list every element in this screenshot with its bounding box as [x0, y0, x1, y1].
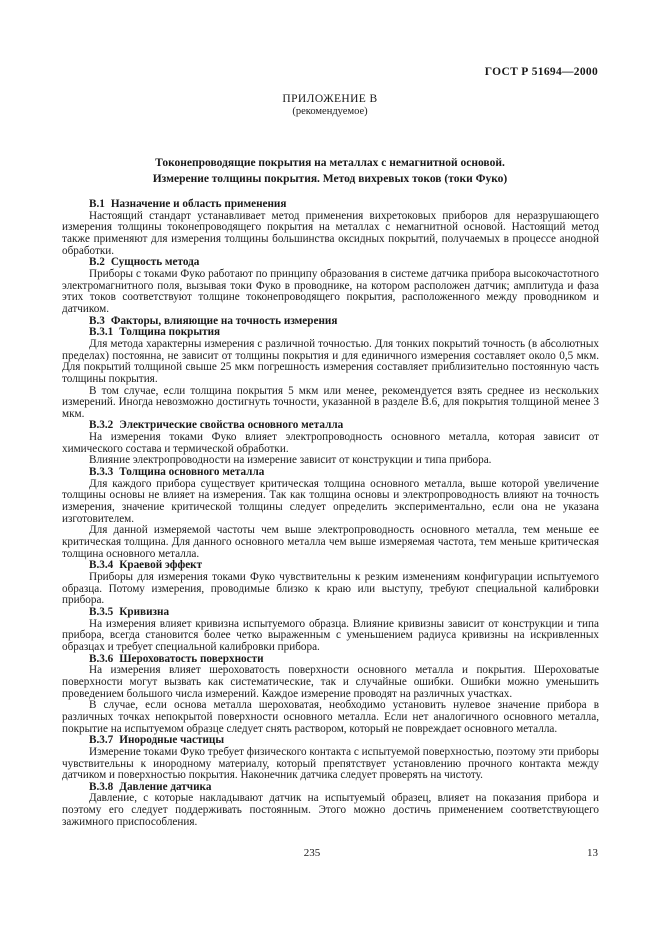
section-title: Толщина основного металла — [119, 466, 265, 479]
page-number: 13 — [587, 847, 598, 859]
document-title-line-1: Токонепроводящие покрытия на металлах с немагнитной основой. — [155, 157, 505, 169]
section-title: Инородные частицы — [119, 734, 225, 747]
paragraph: В том случае, если толщина покрытия 5 мкм или менее, рекомендуется взять среднее из нескольких измерений. Иногда невозможно достигнуть точности, указанной в разделе В.6, для покрытия толщиной менее 3 мкм. — [62, 384, 599, 420]
appendix-block — [62, 93, 598, 117]
paragraph: На измерения влияет кривизна испытуемого образца. Влияние кривизны зависит от конструкции и типа прибора, всегда становится более четко выраженным с уменьшением радиуса кривизны на искривленных образцах и требует специальной калибровки прибора. — [62, 617, 599, 653]
section-title: Краевой эффект — [119, 559, 203, 572]
section-heading — [62, 467, 599, 479]
document-title-line-2: Измерение толщины покрытия. Метод вихревых токов (токи Фуко) — [152, 172, 508, 185]
paragraph: Для каждого прибора существует критическая толщина основного металла, выше которой увеличение толщины основы не влияет на измерения. Так как толщина основы и электропроводность влияют на точность измерения, значение критической толщины следует определить экспериментально, если она не указана изготовителем. — [62, 477, 599, 525]
section-number: В.3 — [89, 314, 105, 327]
paragraph: Приборы с токами Фуко работают по принципу образования в системе датчика прибора высокочастотного электромагнитного поля, вызывая токи Фуко в проводнике, на котором расположен датчик; амплитуда и фаза этих токов соответствуют толщине токонепроводящего покрытия, расположенного между проводником и датчиком. — [62, 267, 599, 315]
section-number: В.3.5 — [89, 605, 114, 618]
document-body — [62, 199, 599, 828]
paragraph: Приборы для измерения токами Фуко чувствительны к резким изменениям конфигурации испытуемого образца. Потому измерения, проводимые близко к краю или выступу, требуют специальной калибровки прибора. — [62, 571, 599, 607]
paragraph: Влияние электропроводности на измерение зависит от конструкции и типа прибора. — [89, 454, 492, 467]
paragraph: В случае, если основа металла шероховатая, необходимо установить нулевое значение прибора в различных точках непокрытой поверхности основного металла. Если нет аналогичного основного металла, покрытие на испытуемом образце следует снять раствором, который не повреждает основного металла. — [62, 699, 599, 735]
section-title: Электрические свойства основного металла — [119, 419, 344, 432]
section-title: Сущность метода — [110, 256, 200, 269]
section-title: Назначение и область применения — [110, 198, 287, 210]
section-number: В.3.7 — [89, 734, 114, 747]
section-number: В.1 — [89, 198, 105, 210]
appendix-title: ПРИЛОЖЕНИЕ В — [282, 93, 378, 105]
doc-number: ГОСТ Р 51694—2000 — [484, 66, 598, 78]
section-number: В.3.8 — [89, 780, 114, 793]
paragraph: Для данной измеряемой частоты чем выше электропроводность основного металла, тем меньше ее критическая толщина. Для данного основного металла чем выше измеряемая частота, тем меньше критическая толщина основного металла. — [62, 524, 599, 560]
appendix-subtitle: (рекомендуемое) — [292, 106, 368, 117]
section-number: В.3.2 — [89, 419, 114, 432]
paragraph: На измерения токами Фуко влияет электропроводность основного металла, которая зависит от химического состава и термической обработки. — [62, 431, 599, 455]
section-heading — [62, 607, 599, 619]
section-number: В.2 — [89, 256, 105, 269]
section-title: Шероховатость поверхности — [119, 652, 264, 665]
section-number: В.3.6 — [89, 652, 114, 665]
section-title: Давление датчика — [119, 780, 212, 793]
section-title: Толщина покрытия — [119, 326, 221, 339]
section-heading — [62, 199, 599, 211]
section-number: В.3.1 — [89, 326, 114, 339]
volume-page-number: 235 — [303, 847, 321, 859]
section-title: Кривизна — [119, 605, 170, 618]
document-title — [62, 156, 598, 187]
section-title: Факторы, влияющие на точность измерения — [110, 314, 338, 327]
paragraph: Настоящий стандарт устанавливает метод применения вихретоковых приборов для неразрушающего измерения толщины токонепроводящего покрытия на металлах с немагнитной основой. Настоящий метод также применяют для измерения толщины большинства оксидных покрытий, получаемых в процессе анодной обработки. — [62, 209, 599, 257]
paragraph: Для метода характерны измерения с различной точностью. Для тонких покрытий точность (в абсолютных пределах) постоянна, не зависит от толщины покрытия и для единичного измерения составляет около 0,5 мкм. Для покрытий толщиной свыше 25 мкм погрешность измерения составляет приблизительно постоянную часть толщины покрытия. — [62, 337, 599, 385]
section-number: В.3.3 — [89, 466, 114, 479]
section-number: В.3.4 — [89, 559, 114, 572]
paragraph: На измерения влияет шероховатость поверхности основного металла и покрытия. Шероховатые поверхности могут вызвать как систематические, так и случайные ошибки. Ошибки можно уменьшить проведением большого числа измерений. Каждое измерение проводят на различных участках. — [62, 664, 599, 700]
paragraph: Давление, с которые накладывают датчик на испытуемый образец, влияет на показания прибора и поэтому его следует поддерживать постоянным. Этого можно достичь применением соответствующего зажимного приспособления. — [62, 792, 599, 828]
paragraph: Измерение токами Фуко требует физического контакта с испытуемой поверхностью, поэтому эти приборы чувствительны к инородному материалу, который препятствует установлению прочного контакта между датчиком и поверхностью покрытия. Наконечник датчика следует проверять на чистоту. — [62, 745, 600, 782]
